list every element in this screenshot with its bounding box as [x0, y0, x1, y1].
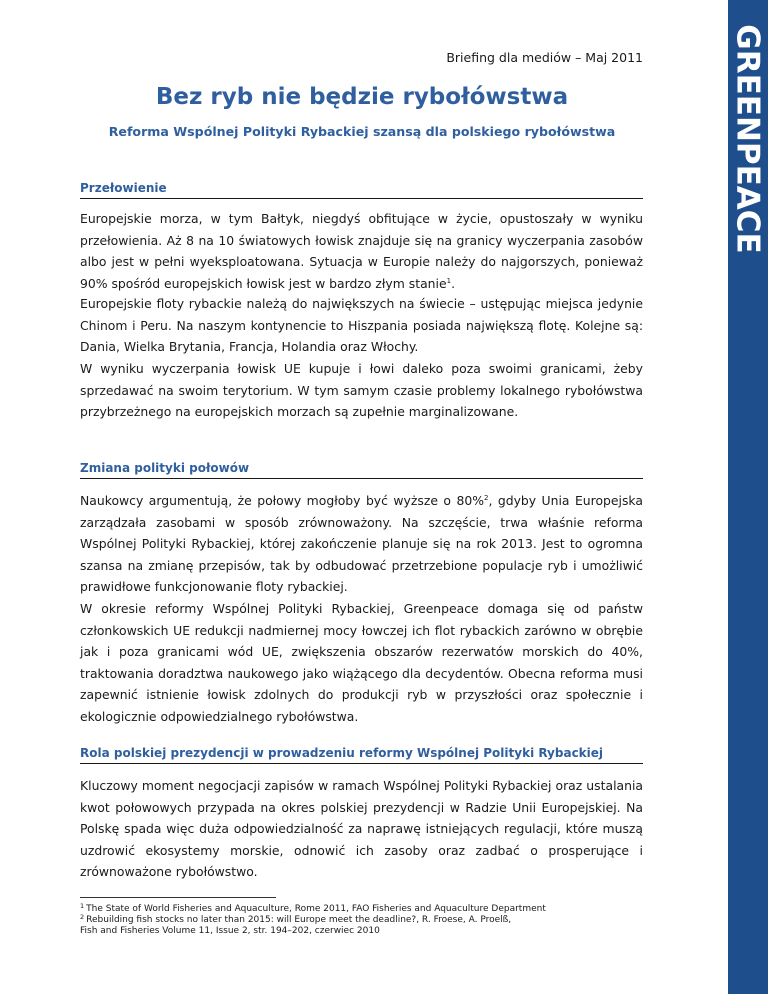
section-heading-overfishing: Przełowienie: [80, 181, 643, 199]
section-heading-polish-presidency: Rola polskiej prezydencji w prowadzeniu reformy Wspólnej Polityki Rybackiej: [80, 746, 643, 764]
paragraph: W wyniku wyczerpania łowisk UE kupuje i łowi daleko poza swoimi granicami, żeby sprzedawać na swoim terytorium. W tym samym czasie problemy lokalnego rybołówstwa przybrzeżnego na europejskich morzach są zupełnie marginalizowane.: [80, 361, 643, 419]
footnote: $^2$ Rebuilding fish stocks no later than 2015: will Europe meet the deadline?, R. Froese, A. Proelß,: [80, 913, 512, 925]
footnote-ref: 2: [483, 493, 489, 502]
paragraph: Naukowcy argumentują, że połowy mogłoby być wyższe o 80%$^2$, gdyby Unia Europejska zarządzała zasobami w sposób zrównoważony. Na szczęście, trwa właśnie reforma Wspólnej Polityki Rybackiej, której zakończenie planuje się na rok 2013. Jest to ogromna szansa na zmianę przepisów, tak by odbudować przetrzebione populacje ryb i umożliwić prawidłowe funkcjonowanie floty rybackiej.: [80, 493, 643, 594]
page-title: Bez ryb nie będzie rybołówstwa: [155, 84, 569, 110]
section-heading-policy-change: Zmiana polityki połowów: [80, 461, 643, 479]
paragraph: W okresie reformy Wspólnej Polityki Rybackiej, Greenpeace domaga się od państw członkowskich UE redukcji nadmiernej mocy łowczej ich flot rybackich zarówno w obrębie jak i poza granicami wód UE, zwiększenia obszarów rezerwatów morskich do 40%, traktowania doradztwa naukowego jako wiążącego dla decydentów. Obecna reforma musi zapewnić istnienie łowisk zdolnych do produkcji ryb w przyszłości oraz społecznie i ekologicznie odpowiedzialnego rybołówstwa.: [80, 601, 643, 724]
brand-sidebar: [728, 0, 768, 994]
paragraph: Europejskie floty rybackie należą do największych na świecie – ustępując miejsca jedynie Chinom i Peru. Na naszym kontynencie to Hiszpania posiada największą flotę. Kolejne są: Dania, Wielka Brytania, Francja, Holandia oraz Włochy.: [80, 296, 643, 354]
page-subtitle: Reforma Wspólnej Polityki Rybackiej szansą dla polskiego rybołówstwa: [108, 124, 616, 139]
footnote: $^1$ The State of World Fisheries and Aquaculture, Rome 2011, FAO Fisheries and Aquaculture Department: [80, 902, 546, 914]
footnote-divider: [80, 897, 276, 898]
footnote: Fish and Fisheries Volume 11, Issue 2, str. 194–202, czerwiec 2010: [80, 926, 380, 936]
briefing-date: Briefing dla mediów – Maj 2011: [446, 50, 643, 65]
logo-text: GREENPEACE: [730, 24, 766, 254]
paragraph: Kluczowy moment negocjacji zapisów w ramach Wspólnej Polityki Rybackiej oraz ustalania kwot połowowych przypada na okres polskiej prezydencji w Radzie Unii Europejskiej. Na Polskę spada więc duża odpowiedzialność za naprawę istniejących regulacji, które muszą uzdrowić ekosystemy morskie, odnowić ich zasoby oraz zadbać o prosperujące i zrównoważone rybołówstwo.: [80, 778, 643, 879]
footnote-ref: 1: [446, 276, 452, 285]
paragraph: Europejskie morza, w tym Bałtyk, niegdyś obfitujące w życie, opustoszały w wyniku przełowienia. Aż 8 na 10 światowych łowisk znajduje się na granicy wyczerpania zasobów albo jest w pełni wyeksploatowana. Sytuacja w Europie należy do najgorszych, ponieważ 90% spośród europejskich łowisk jest w bardzo złym stanie$^1$.: [80, 211, 643, 291]
greenpeace-logo: [728, 14, 768, 264]
